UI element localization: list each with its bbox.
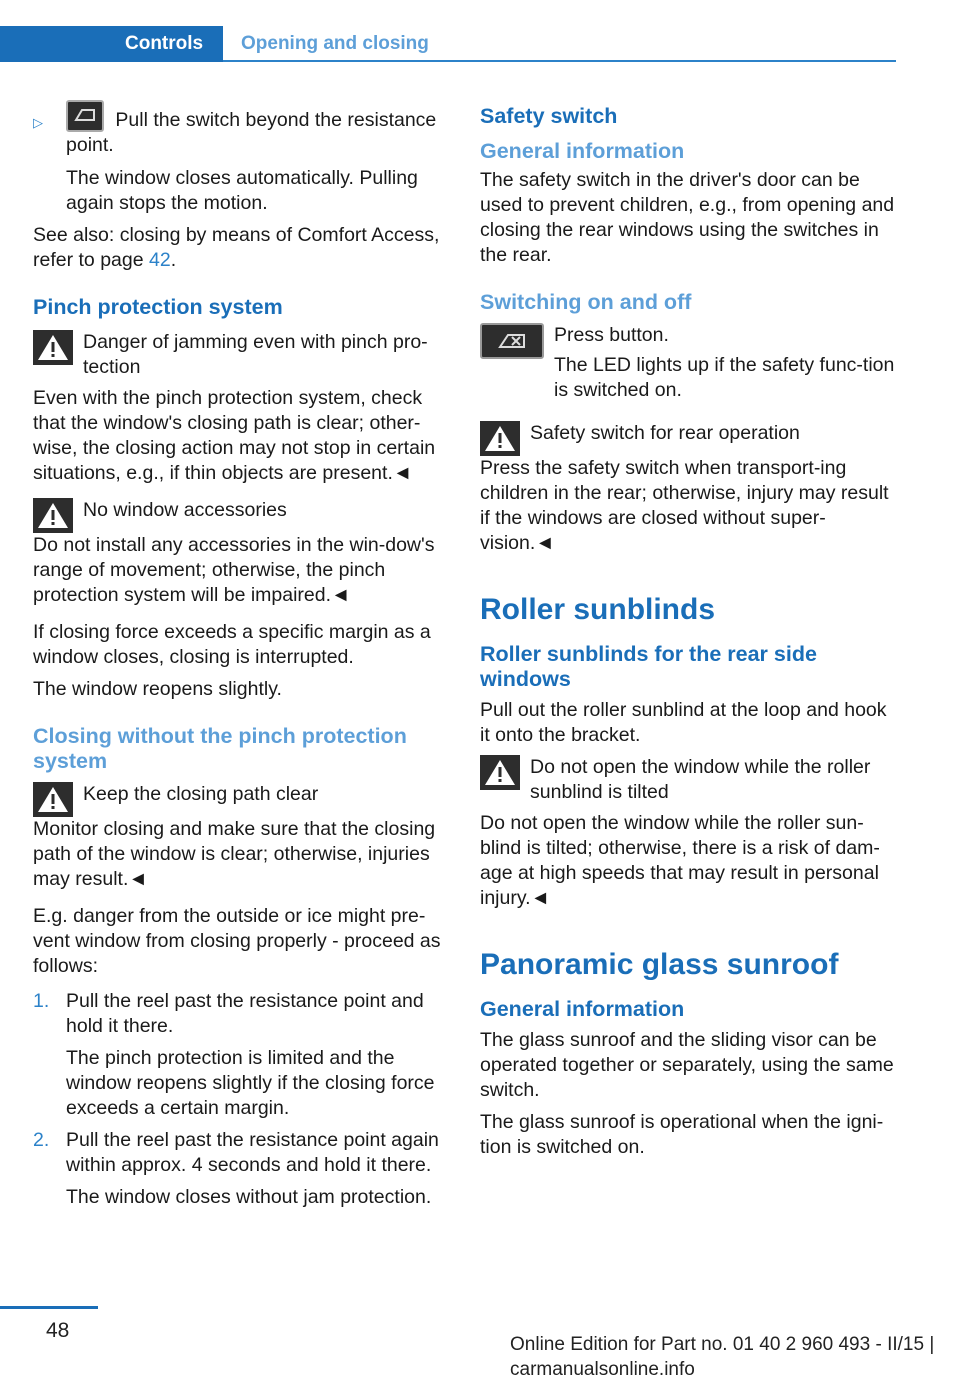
paragraph: The glass sunroof is operational when the igni-tion is switched on. <box>480 1111 884 1158</box>
heading-pinch-protection: Pinch protection system <box>33 295 283 319</box>
heading-panoramic-sunroof: Panoramic glass sunroof <box>480 948 839 981</box>
heading-closing-without: Closing without the pinch protection system <box>33 724 407 773</box>
page-link[interactable]: 42 <box>149 249 171 271</box>
footer-rule <box>0 1306 98 1309</box>
heading-general-information-2: General information <box>480 997 685 1021</box>
window-switch-icon <box>66 100 104 132</box>
warning-block <box>480 421 898 456</box>
led-text: The LED lights up if the safety func-tion is switched on. <box>554 354 895 401</box>
paragraph: E.g. danger from the outside or ice might pre-vent window from closing properly - proceed as follows: <box>33 905 441 977</box>
warning-icon <box>480 421 520 456</box>
step-number: 1. <box>33 990 50 1012</box>
paragraph: Pull out the roller sunblind at the loop and hook it onto the bracket. <box>480 699 887 746</box>
paragraph: The window reopens slightly. <box>33 678 282 700</box>
step-sub-text: The pinch protection is limited and the window reopens slightly if the closing force exceeds a certain margin. <box>66 1047 435 1119</box>
warning-title: Keep the closing path clear <box>83 783 319 805</box>
paragraph: The glass sunroof and the sliding visor can be operated together or separately, using the same switch. <box>480 1029 894 1101</box>
warning-body: Press the safety switch when transport-ing children in the rear; otherwise, injury may result if the windows are closed without super-vision.◄ <box>480 457 889 554</box>
safety-switch-button-icon <box>480 323 544 359</box>
paragraph: If closing force exceeds a specific margin as a window closes, closing is interrupted. <box>33 621 431 668</box>
heading-safety-switch: Safety switch <box>480 104 618 128</box>
warning-title: Do not open the window while the roller sunblind is tilted <box>530 756 871 803</box>
step-number: 2. <box>33 1129 50 1151</box>
warning-icon <box>33 498 73 533</box>
warning-block <box>33 330 448 386</box>
see-also: See also: closing by means of Comfort Access, refer to page 42. <box>33 224 440 271</box>
warning-body: Do not install any accessories in the win-dow's range of movement; otherwise, the pinch protection system will be impaired.◄ <box>33 534 435 606</box>
page-number: 48 <box>46 1319 70 1342</box>
warning-body: Do not open the window while the roller sun-blind is tilted; otherwise, there is a risk of dam-age at high speeds that may result in personal injury.◄ <box>480 812 880 909</box>
bullet-sub-text: The window closes automatically. Pulling again stops the motion. <box>66 167 418 214</box>
warning-block <box>480 755 898 811</box>
bullet-text: Pull the switch beyond the resistance point. <box>66 109 437 156</box>
tab-controls[interactable]: Controls <box>0 26 223 62</box>
warning-title: Safety switch for rear operation <box>530 422 800 444</box>
warning-block <box>33 782 448 817</box>
heading-roller-sunblinds-rear: Roller sunblinds for the rear side windows <box>480 642 817 691</box>
press-button-text: Press button. <box>554 324 669 346</box>
left-column <box>33 100 448 1217</box>
heading-general-information: General information <box>480 139 685 163</box>
warning-body: Monitor closing and make sure that the closing path of the window is clear; otherwise, injuries may result.◄ <box>33 818 436 890</box>
step-text: Pull the reel past the resistance point again within approx. 4 seconds and hold it there. <box>66 1129 439 1176</box>
heading-switching: Switching on and off <box>480 290 692 314</box>
warning-icon <box>480 755 520 790</box>
step-item <box>33 1128 448 1217</box>
watermark-text: Online Edition for Part no. 01 40 2 960 493 - II/15 | carmanualsonline.info <box>510 1334 935 1380</box>
bullet-item <box>33 108 448 223</box>
warning-title: Danger of jamming even with pinch pro-tection <box>83 331 428 378</box>
step-sub-text: The window closes without jam protection. <box>66 1186 432 1208</box>
warning-icon <box>33 782 73 817</box>
paragraph: The safety switch in the driver's door can be used to prevent children, e.g., from opening and closing the rear windows using the switches in the rear. <box>480 169 895 266</box>
tab-opening-and-closing[interactable]: Opening and closing <box>241 33 429 54</box>
heading-roller-sunblinds: Roller sunblinds <box>480 593 716 626</box>
page-header <box>0 0 896 62</box>
warning-icon <box>33 330 73 365</box>
right-column <box>480 100 898 1167</box>
warning-block <box>33 498 448 533</box>
step-text: Pull the reel past the resistance point and hold it there. <box>66 990 424 1037</box>
warning-title: No window accessories <box>83 499 287 521</box>
step-item <box>33 989 448 1128</box>
warning-body: Even with the pinch protection system, check that the window's closing path is clear; other-wise, the closing action may not stop in certain situations, e.g., if thin objects are present.◄ <box>33 387 436 484</box>
triangle-bullet-icon: ▷ <box>33 115 43 130</box>
